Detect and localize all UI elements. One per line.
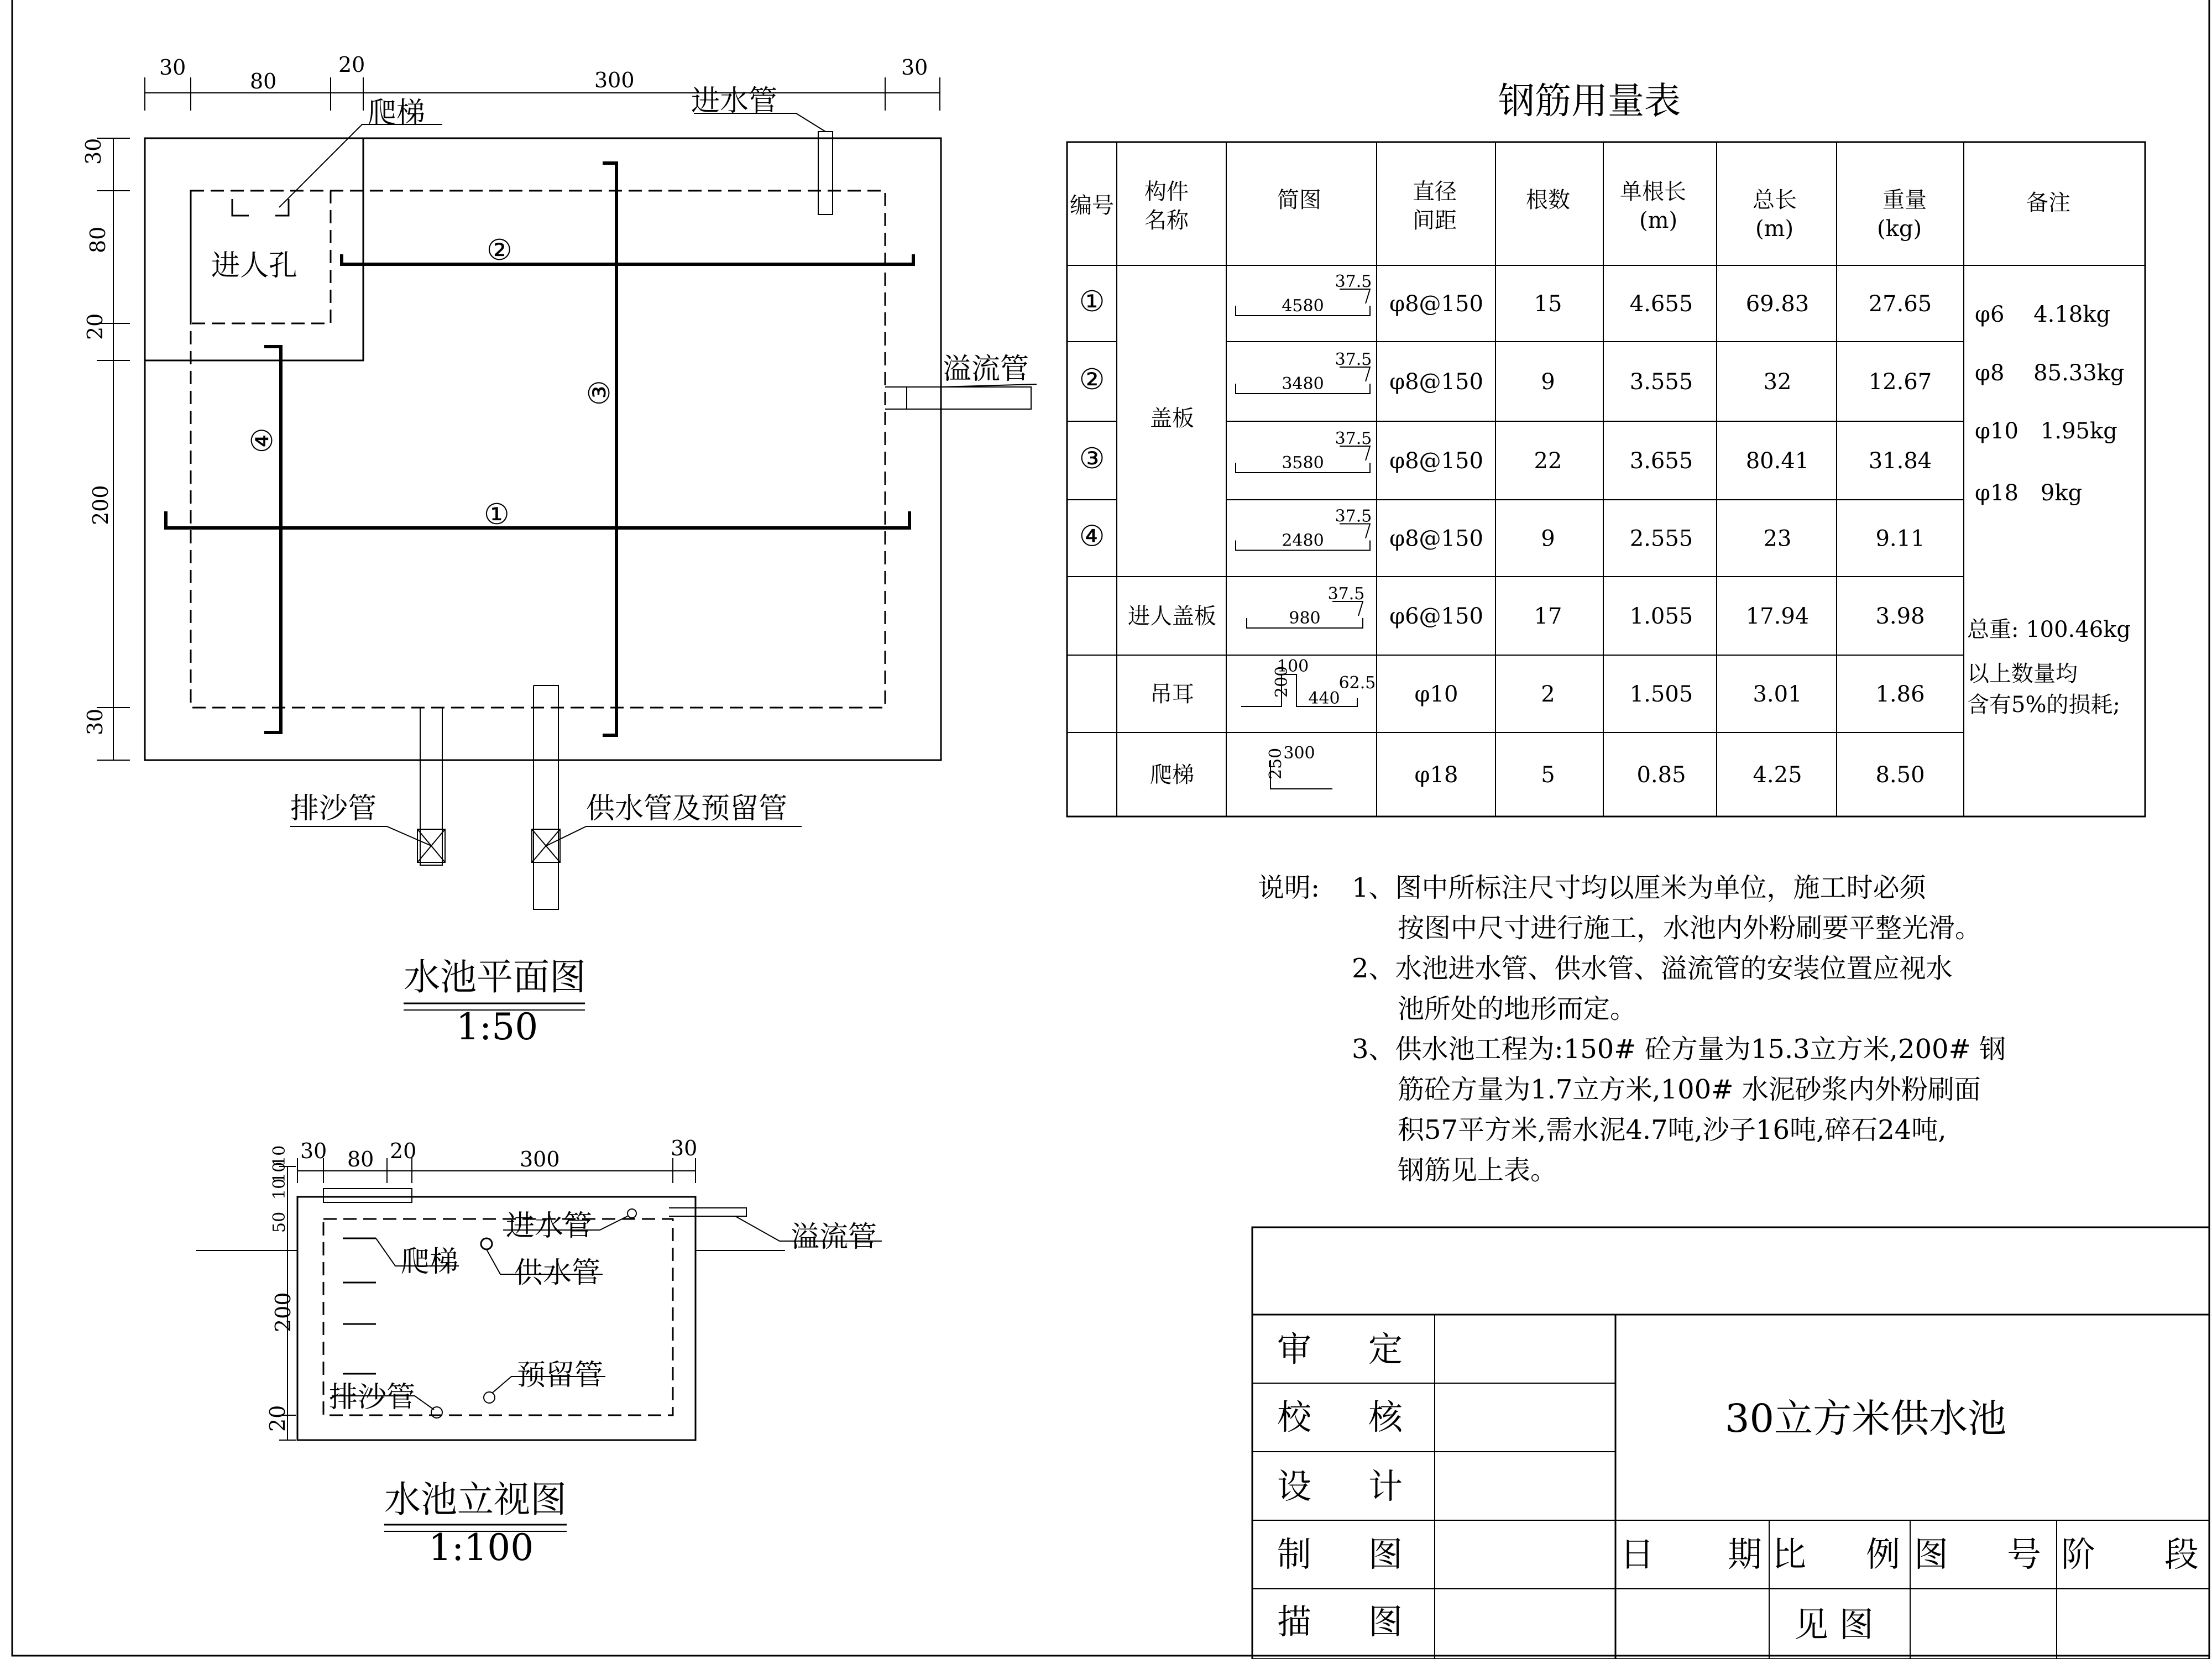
tb-role-2a: 校 (1277, 1397, 1312, 1437)
loss-note-1: 以上数量均 (1967, 661, 2078, 687)
sketch-len: 4580 (1282, 296, 1324, 316)
sand-pipe (420, 708, 442, 865)
rebar-2 (342, 254, 913, 264)
elev-dim-top-5: 30 (671, 1136, 698, 1160)
elev-inlet-label: 进水管 (506, 1210, 593, 1243)
sketch-hook: 37.5 (1335, 429, 1372, 448)
row-unit: 1.505 (1629, 682, 1693, 707)
sketch-len: 980 (1289, 609, 1321, 628)
elevation-scale: 1:100 (428, 1526, 534, 1569)
row-unit: 0.85 (1636, 762, 1686, 788)
row-unit: 1.055 (1629, 604, 1693, 629)
ladder-label: 爬梯 (368, 97, 426, 130)
row-weight: 12.67 (1868, 369, 1932, 395)
rebar-1 (166, 511, 909, 528)
dim-top-3: 20 (338, 53, 365, 77)
tb-field-scale-b: 例 (1866, 1534, 1901, 1574)
lug-dim-200: 200 (1272, 666, 1291, 698)
row-name: 吊耳 (1150, 682, 1194, 707)
dim-left-5: 30 (83, 708, 107, 735)
ladder-dim-250: 250 (1266, 747, 1285, 779)
rebar-4 (264, 347, 281, 732)
elev-dims-left (265, 1145, 296, 1440)
dim-top-5: 30 (901, 55, 928, 80)
elevation-manhole-cover (323, 1189, 412, 1202)
group-name-cover: 盖板 (1150, 406, 1194, 431)
bar-mark-4: ④ (246, 427, 279, 453)
note-line-3: 2、水池进水管、供水管、溢流管的安装位置应视水 (1352, 953, 1953, 984)
sand-label: 排沙管 (290, 792, 377, 825)
loss-note-2: 含有5%的损耗; (1967, 692, 2120, 718)
row-count: 15 (1534, 291, 1562, 317)
row-dia: φ8@150 (1389, 369, 1483, 395)
sketch-hook: 37.5 (1327, 584, 1365, 604)
bar-mark-1: ① (484, 498, 510, 531)
tb-role-4a: 制 (1277, 1534, 1312, 1574)
row-total: 17.94 (1745, 604, 1810, 629)
row-total: 23 (1763, 526, 1792, 552)
sketch-len: 440 (1308, 689, 1340, 708)
elev-supply-label: 供水管 (514, 1257, 601, 1290)
project-name: 30立方米供水池 (1725, 1396, 2007, 1441)
total-weight: 总重: 100.46kg (1967, 617, 2131, 642)
row-count: 9 (1541, 369, 1555, 395)
row-dia: φ8@150 (1389, 291, 1483, 317)
tb-field-stage-a: 阶 (2061, 1534, 2096, 1574)
row-count: 9 (1541, 526, 1555, 552)
remark-2: φ8 85.33kg (1975, 360, 2125, 386)
row-total: 80.41 (1745, 448, 1810, 474)
bar-mark-3: ③ (583, 380, 616, 406)
sketch-len: 3580 (1282, 453, 1324, 473)
sand-leader (290, 826, 431, 846)
row-count: 5 (1541, 762, 1555, 788)
elev-ladder-label: 爬梯 (401, 1245, 459, 1279)
notes-prefix: 说明: (1258, 872, 1320, 903)
hdr-count: 根数 (1526, 187, 1570, 213)
elev-sand-label: 排沙管 (329, 1381, 416, 1414)
supply-pipe (534, 685, 558, 909)
row-name: 爬梯 (1150, 762, 1194, 788)
hdr-weight: 重量(kg) (1877, 187, 1927, 242)
row-weight: 8.50 (1875, 762, 1925, 788)
hdr-total: 总长(m) (1753, 187, 1797, 242)
row-dia: φ8@150 (1389, 526, 1483, 552)
tb-role-5a: 描 (1277, 1602, 1312, 1642)
note-line-7: 积57平方米,需水泥4.7吨,沙子16吨,碎石24吨, (1398, 1114, 1947, 1145)
sketch-hook: 37.5 (1335, 350, 1372, 369)
elev-dim-top-1: 30 (300, 1139, 327, 1163)
elev-dim-left-4: 50 (270, 1211, 289, 1233)
rebar-3 (603, 163, 616, 735)
rebar-table (1067, 80, 2145, 817)
row-dia: φ6@150 (1389, 604, 1483, 629)
row-dia: φ8@150 (1389, 448, 1483, 474)
row-no: ④ (1079, 520, 1105, 553)
hdr-dia: 直径间距 (1413, 179, 1457, 233)
tb-field-no-a: 图 (1914, 1534, 1949, 1574)
remark-4: φ18 9kg (1975, 480, 2083, 506)
supply-label: 供水管及预留管 (586, 792, 788, 825)
ladder-rungs (275, 199, 289, 216)
elev-overflow-label: 溢流管 (791, 1221, 877, 1254)
rebar-table-title: 钢筋用量表 (1498, 80, 1681, 122)
elev-overflow-pipe (669, 1208, 746, 1216)
rebar-rows (1079, 272, 1932, 788)
elev-dim-left-3: 10 (270, 1178, 289, 1200)
bar-mark-2: ② (487, 234, 513, 267)
elev-dim-left-5: 200 (271, 1292, 295, 1332)
tb-role-3a: 设 (1277, 1466, 1312, 1506)
tb-role-3b: 计 (1368, 1466, 1403, 1506)
row-unit: 4.655 (1629, 291, 1693, 317)
hdr-unit: 单根长(m) (1620, 179, 1686, 233)
elev-dim-left-6: 20 (265, 1405, 290, 1432)
row-no: ① (1079, 285, 1105, 318)
plan-title: 水池平面图 (404, 956, 586, 998)
row-count: 22 (1534, 448, 1562, 474)
hdr-no: 编号 (1070, 193, 1114, 218)
ladder-rungs (232, 199, 249, 216)
dim-top-1: 30 (159, 55, 186, 80)
hdr-name: 构件名称 (1144, 179, 1189, 233)
row-count: 17 (1534, 604, 1562, 629)
see-drawing: 见 图 (1794, 1604, 1874, 1645)
row-name: 进人盖板 (1128, 604, 1216, 629)
plan-view (81, 53, 1037, 1048)
row-weight: 1.86 (1875, 682, 1925, 707)
tb-field-date-b: 期 (1728, 1534, 1763, 1574)
sketch-hook: 62.5 (1338, 673, 1376, 693)
tb-field-scale-a: 比 (1772, 1534, 1807, 1574)
elev-reserve-label: 预留管 (517, 1359, 604, 1392)
dim-left-3: 20 (83, 313, 107, 340)
inlet-pipe-circle (627, 1209, 636, 1218)
row-unit: 3.555 (1629, 369, 1693, 395)
tb-role-2b: 核 (1368, 1397, 1403, 1437)
plan-dims-left (81, 138, 130, 760)
elev-dim-left-1: 10 (270, 1145, 289, 1166)
row-unit: 3.655 (1629, 448, 1693, 474)
sketch-len: 2480 (1282, 531, 1324, 551)
elev-dim-left-2: 10 (270, 1161, 289, 1183)
row-count: 2 (1541, 682, 1555, 707)
note-line-6: 筋砼方量为1.7立方米,100# 水泥砂浆内外粉刷面 (1398, 1074, 1981, 1105)
lug-dim-100: 100 (1277, 657, 1309, 676)
reserve-pipe-circle (484, 1392, 495, 1403)
elevation-title: 水池立视图 (384, 1478, 567, 1521)
elev-dim-top-2: 80 (347, 1147, 374, 1171)
elev-dims-top (297, 1136, 697, 1183)
title-block-frame (1252, 1227, 2209, 1659)
elev-dim-top-4: 300 (520, 1147, 560, 1171)
row-dia: φ10 (1414, 682, 1458, 707)
sketch-len: 300 (1283, 744, 1315, 763)
tb-role-1a: 审 (1277, 1329, 1312, 1369)
supply-leader (546, 826, 802, 846)
tb-role-4b: 图 (1368, 1534, 1403, 1574)
sketch-hook: 37.5 (1335, 272, 1372, 291)
overflow-label: 溢流管 (943, 353, 1029, 386)
remark-3: φ10 1.95kg (1975, 418, 2117, 444)
tb-field-date-a: 日 (1620, 1534, 1655, 1574)
tb-role-1b: 定 (1368, 1329, 1403, 1369)
elevation-view (196, 1136, 882, 1569)
row-weight: 9.11 (1875, 526, 1925, 552)
dim-left-2: 80 (86, 226, 110, 253)
ladder-leader (279, 124, 442, 207)
row-dia: φ18 (1414, 762, 1458, 788)
row-total: 4.25 (1753, 762, 1802, 788)
row-weight: 31.84 (1868, 448, 1932, 474)
dim-top-2: 80 (250, 69, 277, 93)
dim-top-4: 300 (594, 68, 635, 92)
hdr-remark: 备注 (2026, 190, 2070, 216)
inlet-label: 进水管 (691, 85, 778, 118)
sketch-hook: 37.5 (1335, 506, 1372, 526)
row-total: 69.83 (1745, 291, 1810, 317)
sketch-len: 3480 (1282, 374, 1324, 394)
inlet-pipe (818, 132, 833, 214)
notes (1258, 872, 2006, 1186)
supply-pipe-circle (481, 1238, 492, 1249)
plan-scale: 1:50 (456, 1006, 538, 1048)
dim-left-1: 30 (81, 138, 106, 165)
elev-dim-top-3: 20 (390, 1139, 417, 1163)
tb-role-5b: 图 (1368, 1602, 1403, 1642)
remark-1: φ6 4.18kg (1975, 302, 2111, 327)
note-line-2: 按图中尺寸进行施工，水池内外粉刷要平整光滑。 (1398, 913, 1982, 944)
plan-dims-top (145, 53, 940, 111)
dim-left-4: 200 (88, 485, 113, 525)
manhole-label: 进人孔 (211, 249, 298, 282)
title-block (1252, 1227, 2209, 1659)
row-unit: 2.555 (1629, 526, 1693, 552)
row-total: 3.01 (1753, 682, 1802, 707)
note-line-4: 池所处的地形而定。 (1398, 993, 1637, 1024)
hdr-sketch: 简图 (1277, 187, 1321, 213)
note-line-5: 3、供水池工程为:150# 砼方量为15.3立方米,200# 钢 (1352, 1034, 2006, 1065)
tb-field-no-b: 号 (2007, 1534, 2042, 1574)
row-no: ② (1079, 363, 1105, 396)
tb-field-stage-b: 段 (2164, 1534, 2199, 1574)
row-total: 32 (1763, 369, 1792, 395)
note-line-8: 钢筋见上表。 (1398, 1155, 1557, 1186)
row-weight: 27.65 (1868, 291, 1932, 317)
row-weight: 3.98 (1875, 604, 1925, 629)
note-line-1: 1、图中所标注尺寸均以厘米为单位，施工时必须 (1352, 872, 1926, 903)
row-no: ③ (1079, 442, 1105, 475)
